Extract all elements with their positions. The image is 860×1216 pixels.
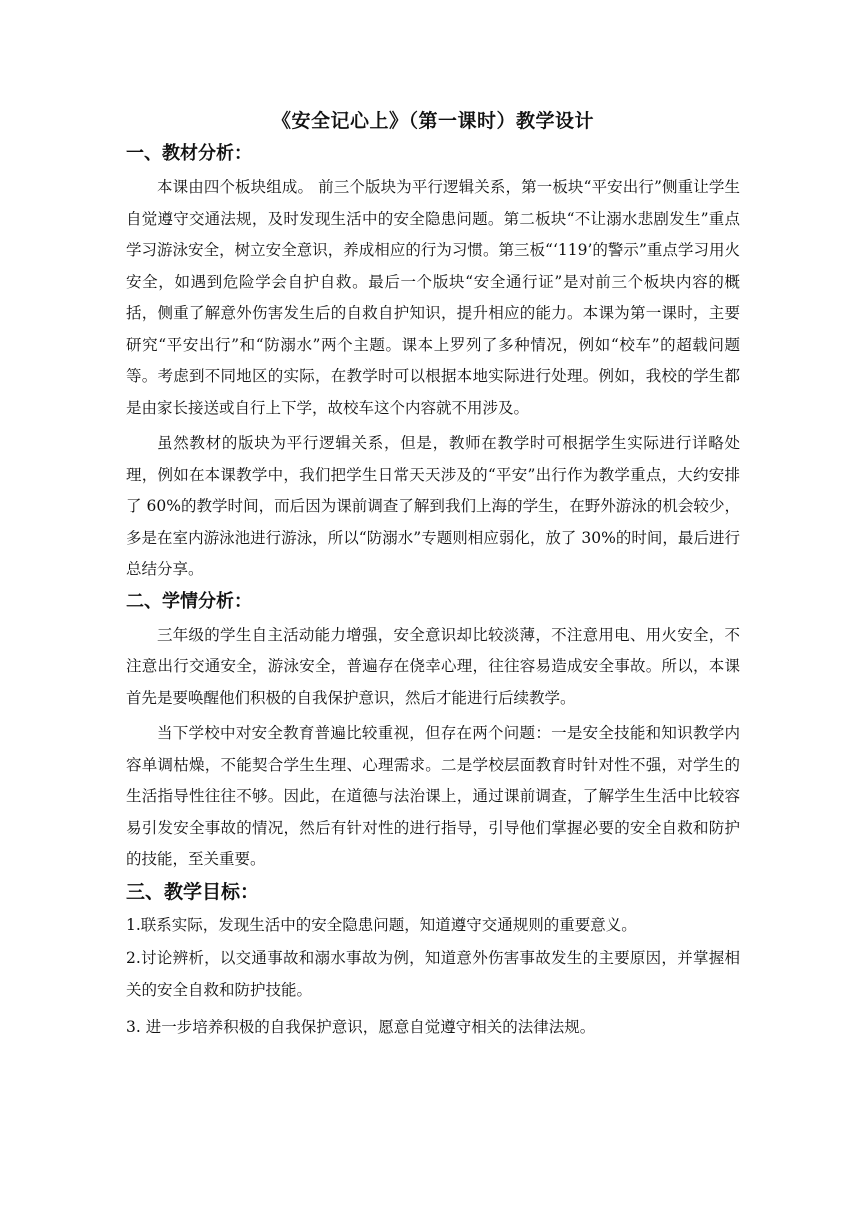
teaching-goal-item: 1.联系实际，发现生活中的安全隐患问题，知道遵守交通规则的重要意义。 [126,915,637,934]
paragraph-learner-analysis-1: 三年级的学生自主活动能力增强，安全意识却比较淡薄，不注意用电、用火安全，不注意出行交通安全，游泳安全，普遍存在侥幸心理，往往容易造成安全事故。所以，本课首先是要唤醒他们积极的自我保护意识，然后才能进行后续教学。 [126,625,740,707]
section-teaching-goals [126,878,740,1044]
paragraph-learner-analysis-2: 当下学校中对安全教育普遍比较重视，但存在两个问题：一是安全技能和知识教学内容单调枯燥，不能契合学生生理、心理需求。二是学校层面教育时针对性不强，对学生的生活指导性往往不够。因此，在道德与法治课上，通过课前调查，了解学生生活中比较容易引发安全事故的情况，然后有针对性的进行指导，引导他们掌握必要的安全自救和防护的技能，至关重要。 [126,724,740,868]
section-heading-teaching-goals: 三、教学目标： [126,880,260,903]
section-textbook-analysis [126,140,740,586]
teaching-goal-item: 2.讨论辨析，以交通事故和溺水事故为例，知道意外伤害事故发生的主要原因，并掌握相关的安全自救和防护技能。 [126,949,740,999]
section-heading-learner-analysis: 二、学情分析： [126,590,252,612]
document-title: 《安全记心上》（第一课时）教学设计 [271,110,594,132]
teaching-goal-item: 3. 进一步培养积极的自我保护意识，愿意自觉遵守相关的法律法规。 [126,1018,596,1036]
paragraph-textbook-analysis-1: 本课由四个板块组成。 前三个版块为平行逻辑关系，第一板块“平安出行”侧重让学生自觉遵守交通法规，及时发现生活中的安全隐患问题。第二板块“不让溺水悲剧发生”重点学习游泳安全，树立安全意识，养成相应的行为习惯。第三板“‘119’的警示”重点学习用火安全，如遇到危险学会自护自救。最后一个版块“安全通行证”是对前三个板块内容的概括，侧重了解意外伤害发生后的自救自护知识，提升相应的能力。本课为第一课时，主要研究“平安出行”和“防溺水”两个主题。课本上罗列了多种情况，例如“校车”的超载问题等。考虑到不同地区的实际，在教学时可以根据本地实际进行处理。例如，我校的学生都是由家长接送或自行上下学，故校车这个内容就不用涉及。 [126,178,740,417]
section-learner-analysis [126,588,740,876]
document-page [126,108,740,1046]
paragraph-textbook-analysis-2: 虽然教材的版块为平行逻辑关系，但是，教师在教学时可根据学生实际进行详略处理，例如在本课教学中，我们把学生日常天天涉及的“平安”出行作为教学重点，大约安排了 60%的教学时间，而后因为课前调查了解到我们上海的学生，在野外游泳的机会较少，多是在室内游泳池进行游泳，所以“防溺水”专题则相应弱化，放了 30%的时间，最后进行总结分享。 [126,434,740,578]
section-heading-textbook-analysis: 一、教材分析： [126,143,252,164]
